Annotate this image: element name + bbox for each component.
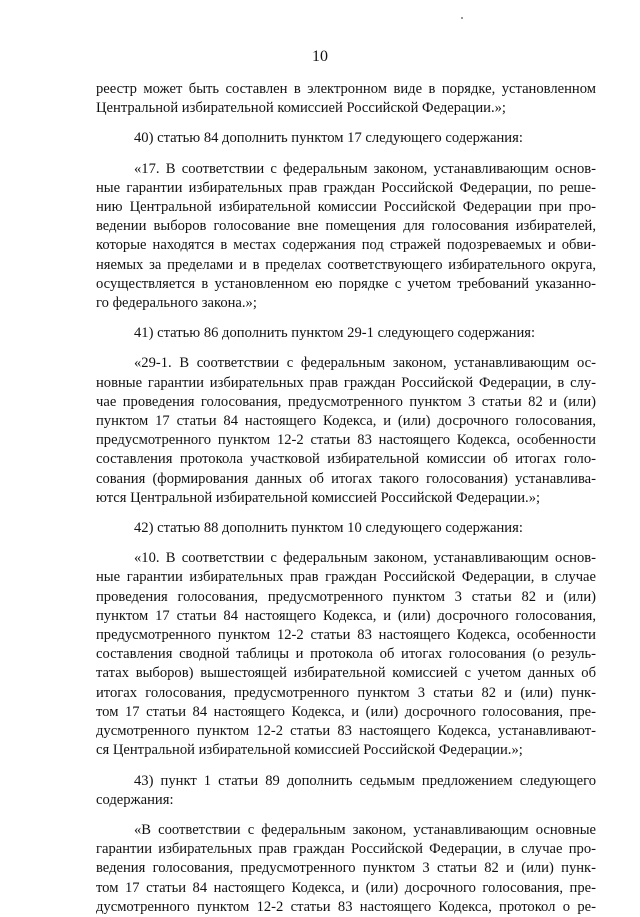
text-body — [96, 80, 596, 917]
text-line: няемых за пределами и в пределах соответствующего избирательного округа, — [96, 256, 596, 273]
paragraph-quote-10 — [96, 549, 596, 760]
text-line: дусмотренного пунктом 12-2 статьи 83 настоящего Кодекса, устанавливают- — [96, 723, 596, 740]
text-line: чае проведения голосования, предусмотренного пунктом 3 статьи 82 и (или) — [96, 393, 596, 410]
text-line: пунктом 17 статьи 84 настоящего Кодекса, и (или) досрочного голосования, — [96, 607, 596, 624]
text-line: 42) статью 88 дополнить пунктом 10 следующего содержания: — [134, 520, 523, 537]
paragraph-quote-29-1 — [96, 354, 596, 508]
text-line: том 17 статьи 84 настоящего Кодекса, и (или) досрочного голосования, пре- — [96, 879, 596, 896]
text-line: «17. В соответствии с федеральным законом, устанавливающим основ- — [134, 160, 596, 177]
text-line: ведения голосования, предусмотренного пунктом 3 статьи 82 и (или) пунк- — [96, 860, 596, 877]
text-line: 43) пункт 1 статьи 89 дополнить седьмым предложением следующего — [134, 772, 596, 789]
text-line: которые находятся в местах содержания под стражей подозреваемых и обви- — [96, 237, 596, 254]
paragraph-quote-17 — [96, 160, 596, 314]
text-line: предусмотренного пунктом 12-2 статьи 83 настоящего Кодекса, особенности — [96, 627, 596, 644]
text-line: ные гарантии избирательных прав граждан Российской Федерации, по реше- — [96, 179, 596, 196]
text-line: 40) статью 84 дополнить пунктом 17 следующего содержания: — [134, 130, 523, 147]
text-line: проведения голосования, предусмотренного пунктом 3 статьи 82 и (или) — [96, 588, 596, 605]
text-line: том 17 статьи 84 настоящего Кодекса, и (или) досрочного голосования, пре- — [96, 703, 596, 720]
text-line: пунктом 17 статьи 84 настоящего Кодекса, и (или) досрочного голосования, — [96, 413, 596, 430]
text-line: ведении выборов голосование вне помещения для голосования избирателей, — [96, 218, 596, 235]
text-line: реестр может быть составлен в электронном виде в порядке, установленном — [96, 81, 596, 97]
text-line: новные гарантии избирательных прав граждан Российской Федерации, в слу- — [96, 374, 596, 391]
text-line: ся Центральной избирательной комиссией Российской Федерации.»; — [96, 742, 523, 759]
text-line: составления сводной таблицы и протокола об итогах голосования (о резуль- — [96, 646, 596, 663]
text-line: «10. В соответствии с федеральным законом, устанавливающим основ- — [134, 550, 596, 567]
text-line: ются Центральной избирательной комиссией Российской Федерации.»; — [96, 489, 541, 506]
page-number: 10 — [312, 48, 328, 65]
text-line: нию Центральной избирательной комиссии Российской Федерации при про- — [96, 199, 596, 216]
text-line: итогах голосования, предусмотренного пунктом 3 статьи 82 и (или) пунк- — [96, 684, 596, 701]
text-line: сования (формирования данных об итогах такого голосования) устанавлива- — [96, 470, 596, 487]
text-line: дусмотренного пунктом 12-2 статьи 83 настоящего Кодекса, протокол о ре- — [96, 898, 596, 915]
text-line: содержания: — [96, 791, 174, 808]
paragraph-item-40 — [96, 129, 596, 148]
text-line: гарантии избирательных прав граждан Российской Федерации, в случае про- — [96, 841, 596, 858]
paragraph-item-43 — [96, 772, 596, 810]
paragraph-quote-89 — [96, 821, 596, 917]
paragraph-continuation — [96, 80, 596, 118]
text-line: Центральной избирательной комиссией Российской Федерации.»; — [96, 100, 506, 117]
text-line: татах выборов) вышестоящей избирательной комиссией с учетом данных об — [96, 665, 596, 682]
text-line: осуществляется в установленном ею порядке с учетом требований указанно- — [96, 275, 596, 292]
text-line: ные гарантии избирательных прав граждан Российской Федерации, в случае — [96, 569, 596, 586]
text-line: «В соответствии с федеральным законом, устанавливающим основные — [134, 821, 596, 838]
text-line: 41) статью 86 дополнить пунктом 29-1 следующего содержания: — [134, 325, 536, 342]
paragraph-item-41 — [96, 324, 596, 343]
scan-speck — [461, 17, 463, 19]
paragraph-item-42 — [96, 519, 596, 538]
text-line: «29-1. В соответствии с федеральным законом, устанавливающим ос- — [134, 355, 596, 372]
text-line: го федерального закона.»; — [96, 295, 257, 312]
text-line: составления протокола участковой избирательной комиссии об итогах голо- — [96, 451, 596, 468]
text-line: предусмотренного пунктом 12-2 статьи 83 настоящего Кодекса, особенности — [96, 432, 596, 449]
